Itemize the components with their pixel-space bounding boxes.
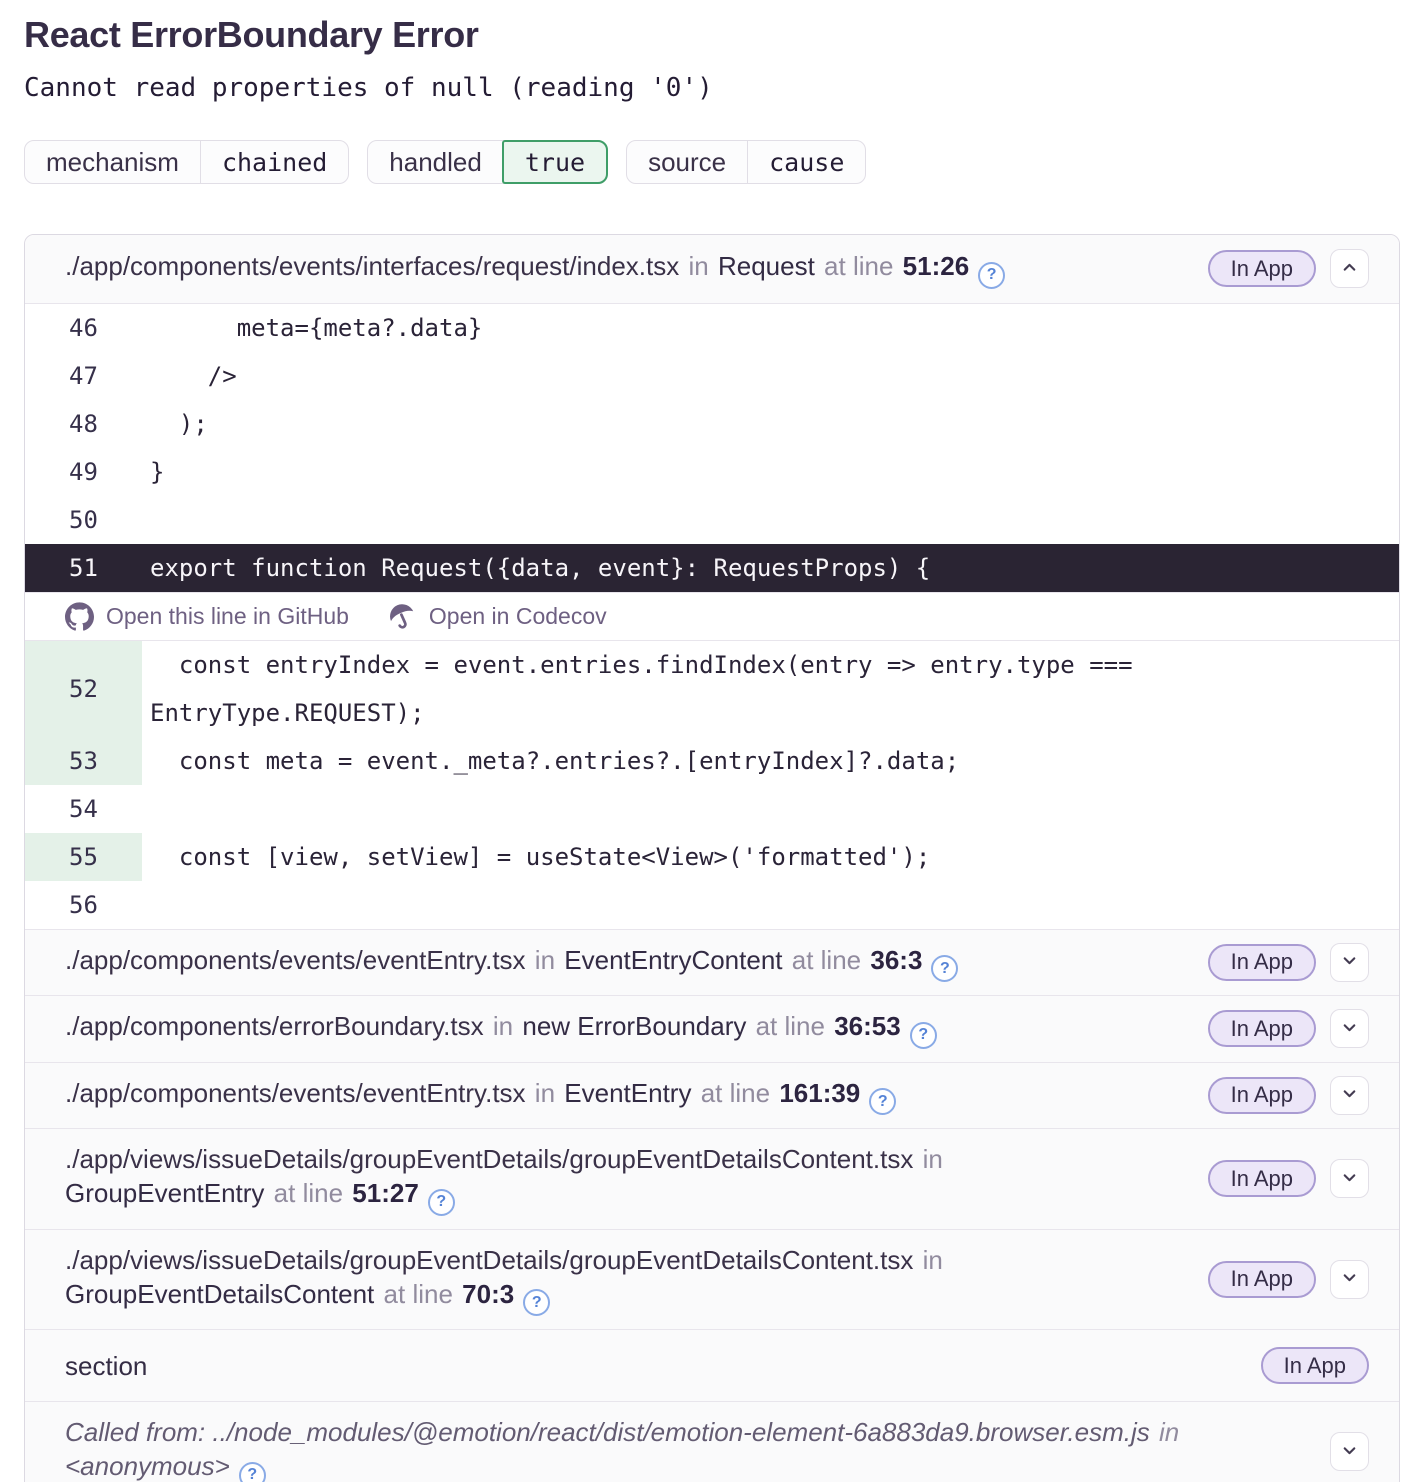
stack-frame-group-event-entry[interactable]: ./app/views/issueDetails/groupEventDetails/groupEventDetailsContent.tsx in GroupEventEntry at line 51:27 ? In App: [25, 1128, 1399, 1229]
chevron-down-icon: [1341, 952, 1358, 972]
tag-value: chained: [200, 141, 348, 183]
code-line: [25, 496, 1399, 544]
tag-key: source: [648, 146, 727, 177]
frame-function: new ErrorBoundary: [522, 1011, 747, 1041]
line-number: 51: [69, 553, 98, 582]
in-app-badge: In App: [1208, 1077, 1316, 1114]
frame-path: ./app/views/issueDetails/groupEventDetails/groupEventDetailsContent.tsx: [65, 1244, 914, 1275]
stack-frame-event-entry[interactable]: ./app/components/events/eventEntry.tsx in EventEntry at line 161:39 ? In App: [25, 1062, 1399, 1129]
chevron-down-icon: [1341, 1085, 1358, 1105]
frame-line-number: 70:3: [462, 1278, 515, 1309]
tag-list: [24, 140, 1400, 184]
chevron-up-icon: [1341, 259, 1358, 279]
stack-frame-called-from[interactable]: Called from: ../node_modules/@emotion/react/dist/emotion-element-6a883da9.browser.esm.js in <anonymous> ?: [25, 1401, 1399, 1482]
line-number: 47: [69, 361, 98, 390]
codecov-link-label: Open in Codecov: [428, 602, 607, 629]
frame-line-number: 36:53: [834, 1011, 901, 1041]
code-text: const [view, setView] = useState<View>('formatted');: [150, 842, 931, 871]
code-line-highlighted: [25, 641, 1399, 737]
code-text: meta={meta?.data}: [150, 313, 483, 342]
in-app-badge: In App: [1208, 250, 1316, 287]
tag-value-highlighted: true: [502, 140, 608, 184]
github-link-label: Open this line in GitHub: [106, 602, 349, 629]
frame-function: GroupEventDetailsContent: [65, 1278, 375, 1309]
expand-frame-button[interactable]: [1330, 1159, 1369, 1198]
code-text: />: [150, 361, 237, 390]
frame-path: ./app/components/events/interfaces/request/index.tsx: [65, 251, 680, 281]
line-number: 46: [69, 313, 98, 342]
tag-handled[interactable]: [367, 140, 608, 184]
line-number: 53: [25, 737, 142, 785]
code-line: [25, 400, 1399, 448]
code-line-active: [25, 544, 1399, 592]
code-line-highlighted: [25, 737, 1399, 785]
frame-path: ./app/views/issueDetails/groupEventDetails/groupEventDetailsContent.tsx: [65, 1144, 914, 1174]
error-message: Cannot read properties of null (reading '0'): [24, 73, 713, 103]
open-in-codecov-link[interactable]: [387, 601, 607, 631]
code-text: const meta = event._meta?.entries?.[entryIndex]?.data;: [150, 746, 960, 775]
frame-line-number: 36:3: [870, 944, 923, 975]
in-app-badge: In App: [1208, 1010, 1316, 1047]
chevron-down-icon: [1341, 1269, 1358, 1289]
code-line: [25, 785, 1399, 833]
stack-frame-section[interactable]: [25, 1329, 1399, 1401]
error-detail-page: [0, 14, 1424, 1482]
in-app-badge: In App: [1208, 1261, 1316, 1298]
chevron-down-icon: [1341, 1019, 1358, 1039]
code-line: [25, 448, 1399, 496]
line-number: 54: [69, 794, 98, 823]
frame-path: ../node_modules/@emotion/react/dist/emotion-element-6a883da9.browser.esm.js: [212, 1417, 1150, 1447]
line-number: 56: [69, 890, 98, 919]
code-text: const entryIndex = event.entries.findIndex(entry => entry.type === EntryType.REQUEST);: [150, 650, 1148, 727]
frame-function: EventEntry: [564, 1077, 692, 1108]
frame-line-number: 51:27: [352, 1178, 419, 1208]
code-text: [142, 881, 1399, 929]
tag-key: handled: [389, 146, 482, 177]
frame-function: <anonymous>: [65, 1451, 230, 1481]
called-from-label: Called from:: [65, 1417, 206, 1447]
stack-trace: [24, 234, 1400, 1482]
frame-title: ./app/components/events/interfaces/request/index.tsx in Request at line 51:26 ?: [65, 249, 1192, 289]
collapse-frame-button[interactable]: [1330, 249, 1369, 288]
help-icon[interactable]: ?: [978, 262, 1005, 289]
code-line: [25, 304, 1399, 352]
in-app-badge: In App: [1261, 1347, 1369, 1384]
help-icon[interactable]: ?: [239, 1462, 266, 1482]
frame-path: ./app/components/events/eventEntry.tsx: [65, 944, 526, 975]
help-icon[interactable]: ?: [428, 1189, 455, 1216]
page-title: React ErrorBoundary Error: [24, 14, 479, 55]
open-in-github-link[interactable]: [65, 602, 349, 631]
code-text: );: [150, 409, 208, 438]
line-number: 49: [69, 457, 98, 486]
tag-mechanism[interactable]: [24, 140, 349, 184]
frame-function: GroupEventEntry: [65, 1178, 265, 1208]
code-text: [142, 785, 1399, 833]
expand-frame-button[interactable]: [1330, 1432, 1369, 1471]
frame-function: Request: [717, 251, 815, 281]
code-line: [25, 352, 1399, 400]
frame-path: ./app/components/events/eventEntry.tsx: [65, 1077, 526, 1108]
external-links-row: [25, 592, 1399, 641]
codecov-icon: [387, 601, 417, 631]
code-text: [142, 496, 1399, 544]
tag-source[interactable]: [626, 140, 866, 184]
frame-path: ./app/components/errorBoundary.tsx: [65, 1011, 484, 1041]
code-line: [25, 881, 1399, 929]
help-icon[interactable]: ?: [910, 1022, 937, 1049]
chevron-down-icon: [1341, 1442, 1358, 1462]
help-icon[interactable]: ?: [931, 955, 958, 982]
expand-frame-button[interactable]: [1330, 943, 1369, 982]
frame-label: section: [65, 1350, 148, 1381]
frame-function: EventEntryContent: [564, 944, 783, 975]
line-number: 48: [69, 409, 98, 438]
help-icon[interactable]: ?: [869, 1088, 896, 1115]
github-icon: [65, 602, 94, 631]
stack-frame-event-entry-content[interactable]: ./app/components/events/eventEntry.tsx in EventEntryContent at line 36:3 ? In App: [25, 929, 1399, 996]
help-icon[interactable]: ?: [523, 1289, 550, 1316]
expand-frame-button[interactable]: [1330, 1076, 1369, 1115]
frame-line-number: 51:26: [902, 251, 970, 281]
tag-value: cause: [747, 141, 865, 183]
code-text: export function Request({data, event}: RequestProps) {: [150, 553, 931, 582]
stack-frame-request[interactable]: [25, 235, 1399, 303]
in-app-badge: In App: [1208, 944, 1316, 981]
in-app-badge: In App: [1208, 1160, 1316, 1197]
code-line-highlighted: [25, 833, 1399, 881]
tag-key: mechanism: [46, 146, 179, 177]
line-number: 50: [69, 505, 98, 534]
chevron-down-icon: [1341, 1169, 1358, 1189]
code-text: }: [150, 457, 165, 486]
expand-frame-button[interactable]: [1330, 1260, 1369, 1299]
stack-frame-group-event-details-content[interactable]: ./app/views/issueDetails/groupEventDetails/groupEventDetailsContent.tsx in GroupEventDetailsContent at line 70:3 ? In App: [25, 1229, 1399, 1330]
stack-frame-error-boundary[interactable]: ./app/components/errorBoundary.tsx in new ErrorBoundary at line 36:53 ? In App: [25, 995, 1399, 1062]
expand-frame-button[interactable]: [1330, 1009, 1369, 1048]
source-context: [25, 303, 1399, 929]
frame-line-number: 161:39: [779, 1077, 861, 1108]
line-number: 55: [25, 833, 142, 881]
line-number: 52: [25, 641, 142, 737]
